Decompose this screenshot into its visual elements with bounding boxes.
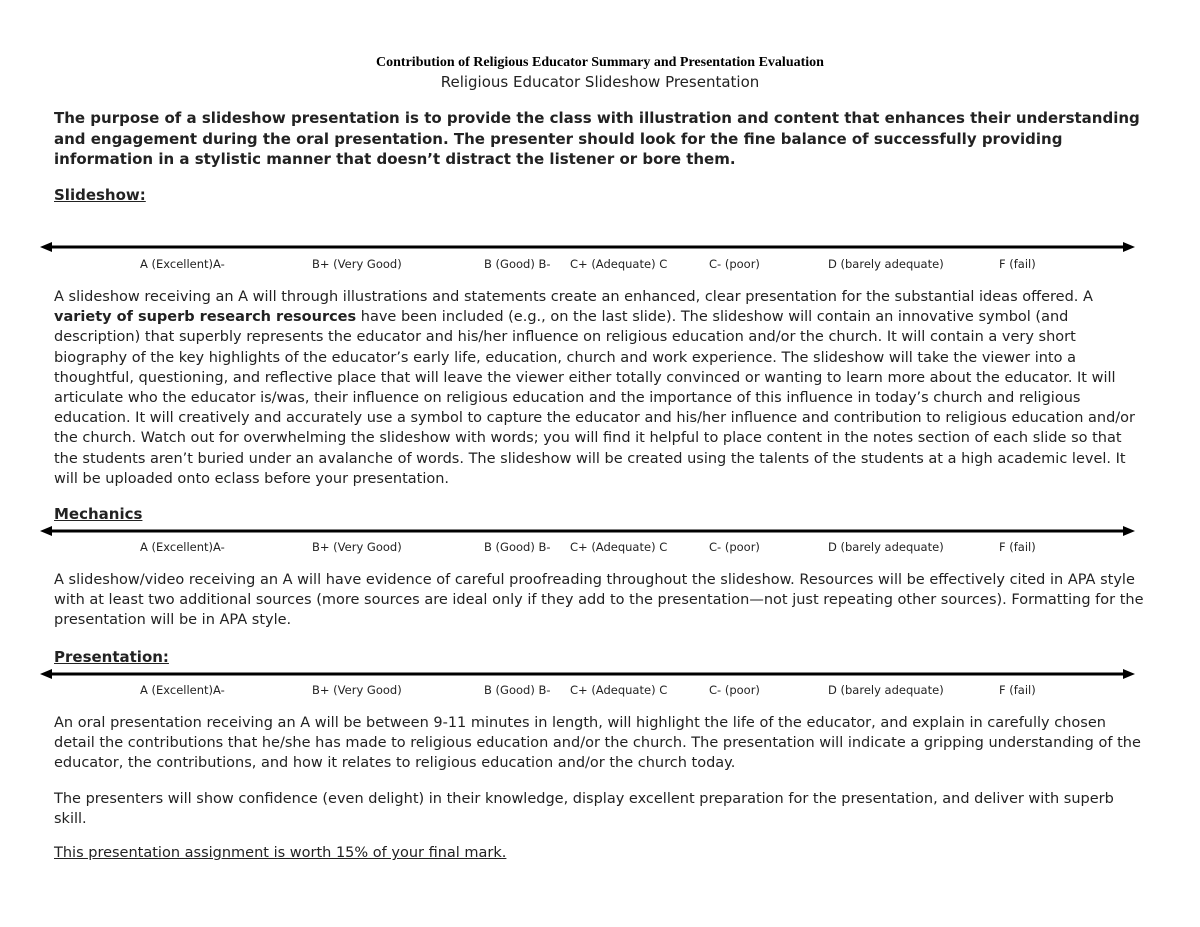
slideshow-description [54, 287, 1149, 489]
slideshow-text-part2: have been included (e.g., on the last slide). The slideshow will contain an innovative symbol (and description) that superbly represents the educator and his/her influence on religious education and/or the church. It will contain a very short biography of the key highlights of the educator’s early life, education, church and work experience. The slideshow will take the viewer into a thoughtful, questioning, and reflective place that will leave the viewer either totally convinced or wanting to learn more about the educator. It will articulate who the educator is/was, their influence on religious education and the importance of this influence in today’s church and religious education. It will creatively and accurately use a symbol to capture the educator and his/her influence and contribution to religious education and/or the church. Watch out for overwhelming the slideshow with words; you will find it helpful to place content in the notes section of each slide so that the students aren’t buried under an avalanche of words. The slideshow will be created using the talents of the students at a high academic level. It will be uploaded onto eclass before your presentation. [54, 309, 1136, 487]
document-subtitle: Religious Educator Slideshow Presentation [440, 73, 760, 91]
grade-scale-line [40, 240, 1135, 254]
grade-b: B (Good) B- [484, 257, 551, 271]
grade-d: D (barely adequate) [828, 683, 944, 697]
grade-c-plus: C+ (Adequate) C [570, 257, 668, 271]
grade-b: B (Good) B- [484, 683, 551, 697]
grade-f: F (fail) [999, 540, 1036, 554]
grade-c-minus: C- (poor) [709, 683, 760, 697]
mechanics-description: A slideshow/video receiving an A will have evidence of careful proofreading throughout the slideshow. Resources will be effectively cited in APA style with at least two additional sources (more sources are ideal only if they add to the presentation—not just repeating other sources). Formatting for the presentation will be in APA style. [54, 572, 1144, 629]
grade-b-plus: B+ (Very Good) [312, 540, 402, 554]
grade-c-minus: C- (poor) [709, 257, 760, 271]
grade-scale-labels [0, 683, 1200, 699]
grade-a: A (Excellent)A- [140, 257, 225, 271]
slideshow-text-part1: A slideshow receiving an A will through illustrations and statements create an enhanced, clear presentation for the substantial ideas offered. A [54, 289, 1093, 305]
grade-b-plus: B+ (Very Good) [312, 683, 402, 697]
presentation-heading: Presentation: [54, 648, 169, 666]
grade-a: A (Excellent)A- [140, 540, 225, 554]
intro-paragraph: The purpose of a slideshow presentation is to provide the class with illustration and content that enhances their understanding and engagement during the oral presentation. The presenter should look for the fine balance of successfully providing information in a stylistic manner that doesn’t distract the listener or bore them. [54, 109, 1140, 168]
mechanics-heading: Mechanics [54, 505, 143, 523]
slideshow-text-bold: variety of superb research resources [54, 309, 357, 326]
grade-b: B (Good) B- [484, 540, 551, 554]
slideshow-heading: Slideshow: [54, 186, 146, 204]
grade-c-minus: C- (poor) [709, 540, 760, 554]
grade-scale-labels [0, 540, 1200, 556]
grade-f: F (fail) [999, 683, 1036, 697]
grade-d: D (barely adequate) [828, 540, 944, 554]
grade-scale-labels [0, 257, 1200, 273]
presentation-delivery: The presenters will show confidence (even delight) in their knowledge, display excellent preparation for the presentation, and deliver with superb skill. [54, 791, 1114, 828]
grade-scale-line [40, 667, 1135, 681]
grade-c-plus: C+ (Adequate) C [570, 683, 668, 697]
presentation-description: An oral presentation receiving an A will be between 9-11 minutes in length, will highlight the life of the educator, and explain in carefully chosen detail the contributions that he/she has made to religious education and/or the church. The presentation will indicate a gripping understanding of the educator, the contributions, and how it relates to religious education and/or the church today. [54, 715, 1141, 772]
grade-scale-line [40, 524, 1135, 538]
grade-f: F (fail) [999, 257, 1036, 271]
grade-c-plus: C+ (Adequate) C [570, 540, 668, 554]
grade-b-plus: B+ (Very Good) [312, 257, 402, 271]
document-title: Contribution of Religious Educator Summary and Presentation Evaluation [376, 55, 824, 70]
grade-d: D (barely adequate) [828, 257, 944, 271]
grade-a: A (Excellent)A- [140, 683, 225, 697]
grade-weight-note: This presentation assignment is worth 15% of your final mark. [54, 845, 507, 861]
